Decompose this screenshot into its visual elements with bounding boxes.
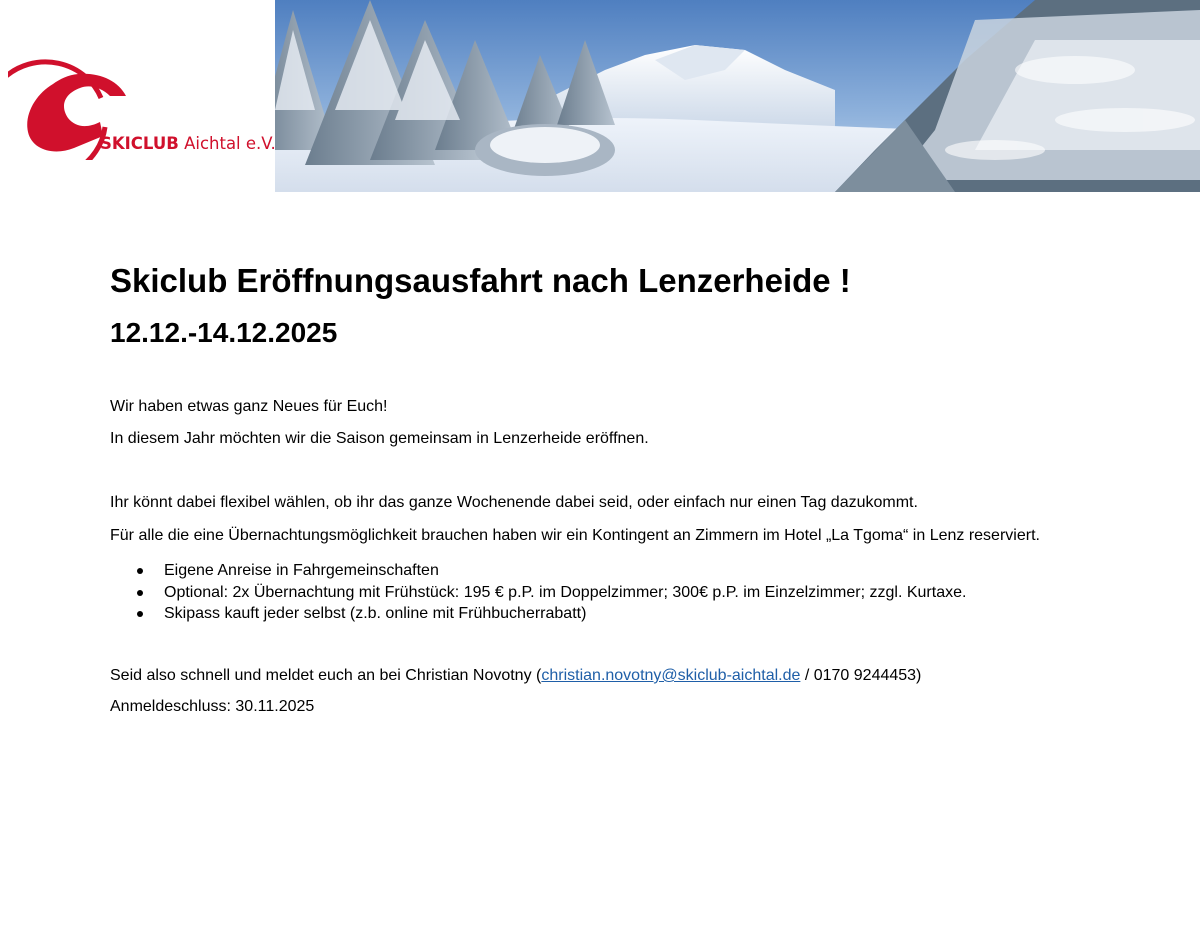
intro-line-2: In diesem Jahr möchten wir die Saison gemeinsam in Lenzerheide eröffnen. [110,430,649,447]
intro-line-1: Wir haben etwas ganz Neues für Euch! [110,398,388,415]
list-item: Eigene Anreise in Fahrgemeinschaften [110,560,966,582]
event-dates: 12.12.-14.12.2025 [110,317,338,348]
snowy-mountain-forest-image [275,0,1200,192]
logo-text [100,134,276,153]
skiclub-logo[interactable] [8,36,276,160]
contact-email-link[interactable]: christian.novotny@skiclub-aichtal.de [541,667,801,684]
logo-brand: SKICLUB [100,134,179,153]
list-item: Skipass kauft jeder selbst (z.b. online mit Frühbucherrabatt) [110,603,966,625]
contact-suffix: / 0170 9244453) [800,667,922,684]
details-line-1: Ihr könnt dabei flexibel wählen, ob ihr das ganze Wochenende dabei seid, oder einfach nur einen Tag dazukommt. [110,494,918,511]
registration-deadline: Anmeldeschluss: 30.11.2025 [110,698,315,715]
page-title: Skiclub Eröffnungsausfahrt nach Lenzerheide ! [110,262,851,299]
info-bullet-list [110,560,966,625]
logo-suffix: Aichtal e.V. [184,134,276,153]
list-item: Optional: 2x Übernachtung mit Frühstück: 195 € p.P. im Doppelzimmer; 300€ p.P. im Einzelzimmer; zzgl. Kurtaxe. [110,582,966,604]
contact-prefix: Seid also schnell und meldet euch an bei Christian Novotny ( [110,667,542,684]
details-line-2: Für alle die eine Übernachtungsmöglichkeit brauchen haben wir ein Kontingent an Zimmern im Hotel „La Tgoma“ in Lenz reserviert. [110,527,1040,544]
contact-line [110,666,921,686]
